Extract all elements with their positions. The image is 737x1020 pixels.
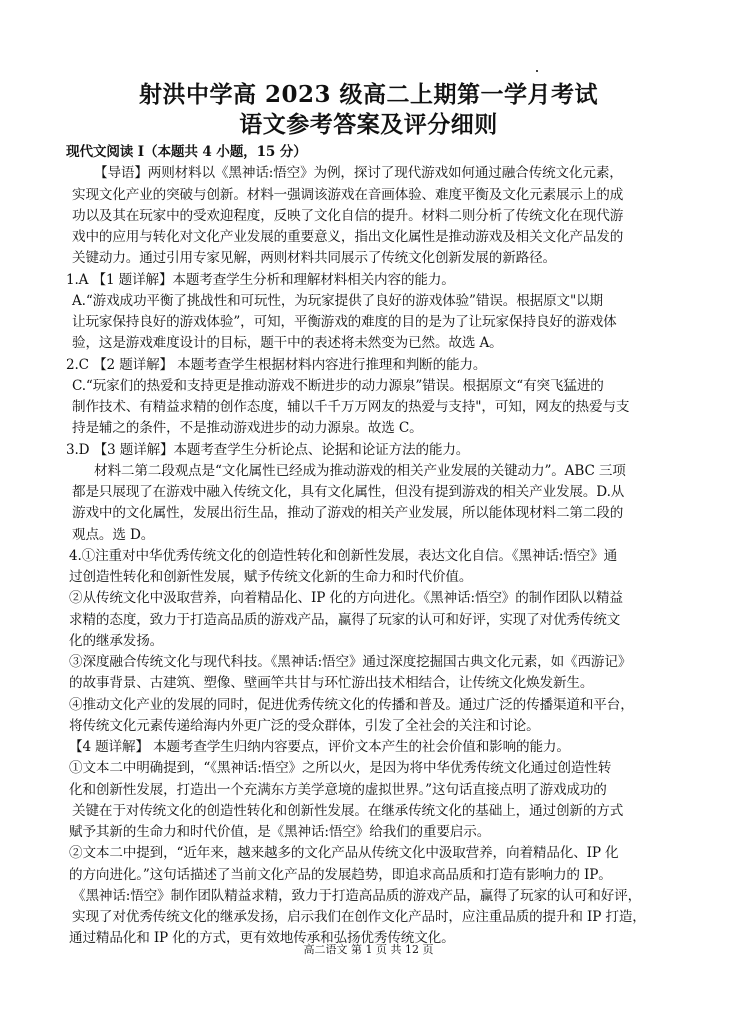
- text-line: 功以及其在玩家中的受欢迎程度，反映了文化自信的提升。材料二则分析了传统文化在现代游: [72, 207, 624, 224]
- text-line: 求精的态度，致力于打造高品质的游戏产品，赢得了玩家的认可和好评，实现了对优秀传统文: [69, 611, 621, 628]
- text-line: 化的继承发扬。: [69, 632, 164, 649]
- text-line: 持是辅之的条件，不是推动游戏进步的动力源泉。故选 C。: [72, 420, 423, 437]
- text-line: 4.①注重对中华优秀传统文化的创造性转化和创新性发展，表达文化自信。《黑神话:悟空》通: [69, 547, 618, 564]
- text-line: 过创造性转化和创新性发展，赋予传统文化新的生命力和时代价值。: [69, 569, 473, 585]
- text-line: 赋予其新的生命力和时代价值，是《黑神话:悟空》给我们的重要启示。: [69, 824, 491, 840]
- text-line: 材料二第二段观点是“文化属性已经成为推动游戏的相关产业发展的关键动力”。ABC 三项: [94, 462, 626, 479]
- text-line: 制作技术、有精益求精的创作态度，辅以千千万万网友的热爱与支持"，可知，网友的热爱与支: [72, 399, 630, 415]
- scan-speck: [536, 70, 538, 72]
- text-line: ③深度融合传统文化与现代科技。《黑神话:悟空》通过深度挖掘国古典文化元素，如《西游记》: [69, 654, 632, 670]
- text-line: A.“游戏成功平衡了挑战性和可玩性，为玩家提供了良好的游戏体验”错误。根据原文"以期: [72, 292, 603, 309]
- text-line: 游戏中的文化属性，发展出衍生品，推动了游戏的相关产业发展，所以能体现材料二第二段的: [72, 505, 624, 522]
- text-line: 《黑神话:悟空》制作团队精益求精，致力于打造高品质的游戏产品，赢得了玩家的认可和好评，: [72, 887, 642, 904]
- text-line: 实现了对优秀传统文化的继承发扬，启示我们在创作文化产品时，应注重品质的提升和 IP 打造，: [72, 909, 646, 925]
- text-line: 戏中的应用与转化对文化产业发展的重要意义，指出文化属性是推动游戏及相关文化产品发的: [72, 229, 624, 245]
- text-line: 关键在于对传统文化的创造性转化和创新性发展。在继承传统文化的基础上，通过创新的方式: [72, 802, 624, 819]
- document-subtitle: 语文参考答案及评分细则: [239, 111, 498, 138]
- document-title: 射洪中学高 2023 级高二上期第一学月考试: [138, 81, 599, 108]
- text-line: 2.C 【2 题详解】 本题考查学生根据材料内容进行推理和判断的能力。: [66, 356, 487, 373]
- text-line: C.“玩家们的热爱和支持更是推动游戏不断进步的动力源泉”错误。根据原文“有突飞猛进的: [72, 377, 604, 394]
- text-line: 【导语】两则材料以《黑神话:悟空》为例，探讨了现代游戏如何通过融合传统文化元素，: [94, 165, 623, 182]
- text-line: 【4 题详解】 本题考查学生归纳内容要点，评价文本产生的社会价值和影响的能力。: [69, 739, 570, 755]
- text-line: 的方向进化。”这句话描述了当前文化产品的发展趋势，即追求高品质和打造有影响力的 IP。: [69, 866, 612, 883]
- text-line: 通过精品化和 IP 化的方式，更有效地传承和弘扬优秀传统文化。: [69, 930, 455, 947]
- text-line: 都是只展现了在游戏中融入传统文化，具有文化属性，但没有提到游戏的相关产业发展。D.从: [72, 484, 625, 500]
- text-line: ②文本二中提到，“近年来，越来越多的文化产品从传统文化中汲取营养，向着精品化、IP 化: [69, 845, 619, 862]
- answer-body: [66, 142, 676, 950]
- text-line: 1.A 【1 题详解】本题考查学生分析和理解材料相关内容的能力。: [66, 271, 455, 288]
- text-line: ④推动文化产业的发展的同时，促进优秀传统文化的传播和普及。通过广泛的传播渠道和平台，: [69, 696, 634, 713]
- text-line: 观点。选 D。: [72, 526, 155, 543]
- text-line: ②从传统文化中汲取营养，向着精品化、IP 化的方向进化。《黑神话:悟空》的制作团队以精益: [69, 590, 623, 607]
- text-line: 关键动力。通过引用专家见解，两则材料共同展示了传统文化创新发展的新路径。: [72, 250, 556, 267]
- text-line: 的故事背景、古建筑、塑像、壁画竿共甘与环忙游出技术相结合，让传统文化焕发新生。: [69, 675, 594, 692]
- text-line: 实现文化产业的突破与创新。材料一强调该游戏在音画体验、难度平衡及文化元素展示上的成: [72, 186, 624, 203]
- text-line: 验，这是游戏难度设计的目标，题干中的表述将未然变为已然。故选 A。: [72, 335, 503, 352]
- text-line: ①文本二中明确提到，“《黑神话:悟空》之所以火，是因为将中华优秀传统文化通过创造性转: [69, 760, 612, 777]
- text-line: 将传统文化元素传递给海内外更广泛的受众群体，引发了全社会的关注和讨论。: [69, 717, 540, 734]
- text-line: 让玩家保持良好的游戏体验”，可知，平衡游戏的难度的目的是为了让玩家保持良好的游戏体: [72, 314, 617, 330]
- page-footer: 高二语文 第 1 页 共 12 页: [303, 943, 434, 956]
- text-line: 化和创新性发展，打造出一个充满东方美学意境的虚拟世界。”这句话直接点明了游戏成功的: [69, 781, 607, 798]
- text-line: 现代文阅读 I（本题共 4 小题，15 分）: [66, 144, 307, 160]
- text-line: 3.D 【3 题详解】本题考查学生分析论点、论据和论证方法的能力。: [66, 441, 470, 458]
